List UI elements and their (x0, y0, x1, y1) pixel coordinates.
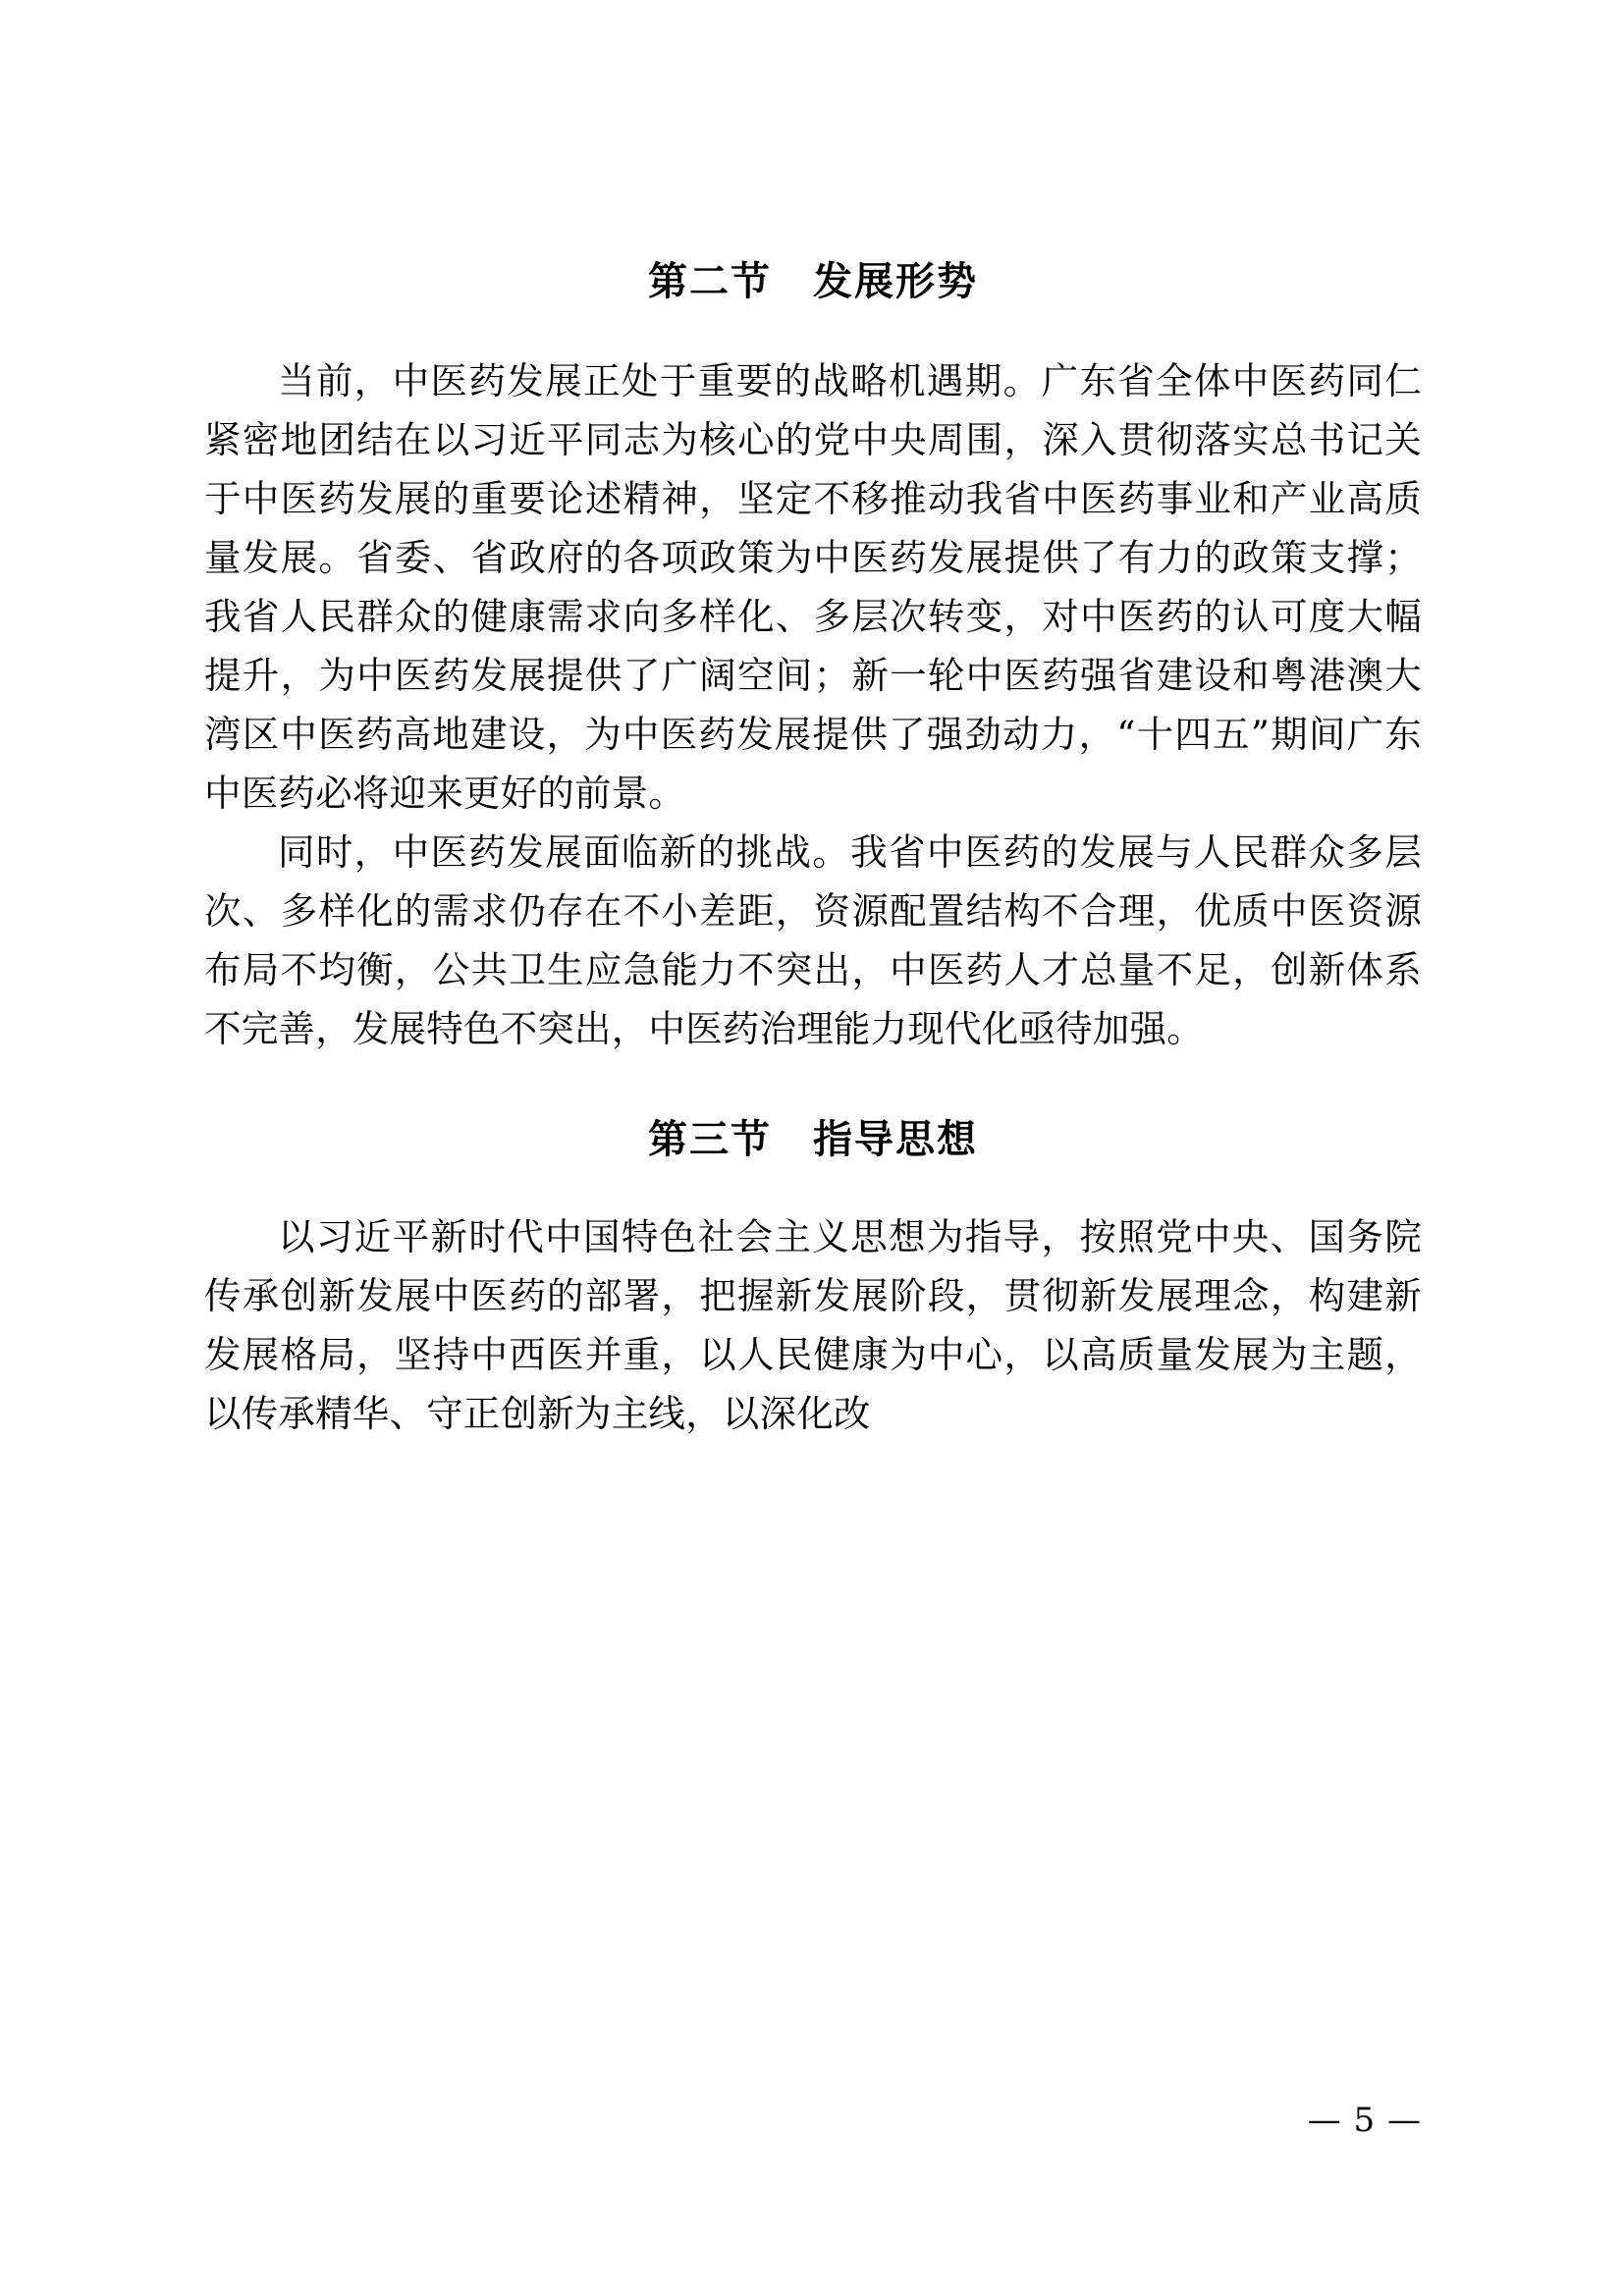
page-content (204, 257, 1422, 1443)
paragraph-guiding-ideology: 以习近平新时代中国特色社会主义思想为指导，按照党中央、国务院传承创新发展中医药的部署，把握新发展阶段，贯彻新发展理念，构建新发展格局，坚持中西医并重，以人民健康为中心，以高质量发展为主题，以传承精华、守正创新为主线，以深化改 (204, 1215, 1422, 1435)
page-footer (204, 2101, 1422, 2140)
paragraph-development-opportunity: 当前，中医药发展正处于重要的战略机遇期。广东省全体中医药同仁紧密地团结在以习近平同志为核心的党中央周围，深入贯彻落实总书记关于中医药发展的重要论述精神，坚定不移推动我省中医药事业和产业高质量发展。省委、省政府的各项政策为中医药发展提供了有力的政策支撑；我省人民群众的健康需求向多样化、多层次转变，对中医药的认可度大幅提升，为中医药发展提供了广阔空间；新一轮中医药强省建设和粤港澳大湾区中医药高地建设，为中医药发展提供了强劲动力，“十四五”期间广东中医药必将迎来更好的前景。 (204, 359, 1422, 815)
section-heading-development-situation: 第二节 发展形势 (648, 259, 978, 304)
paragraph-development-challenges: 同时，中医药发展面临新的挑战。我省中医药的发展与人民群众多层次、多样化的需求仍存在不小差距，资源配置结构不合理，优质中医资源布局不均衡，公共卫生应急能力不突出，中医药人才总量不足，创新体系不完善，发展特色不突出，中医药治理能力现代化亟待加强。 (204, 830, 1422, 1050)
page-number: — 5 — (1307, 2101, 1422, 2140)
section-heading-guiding-ideology: 第三节 指导思想 (648, 1117, 978, 1162)
